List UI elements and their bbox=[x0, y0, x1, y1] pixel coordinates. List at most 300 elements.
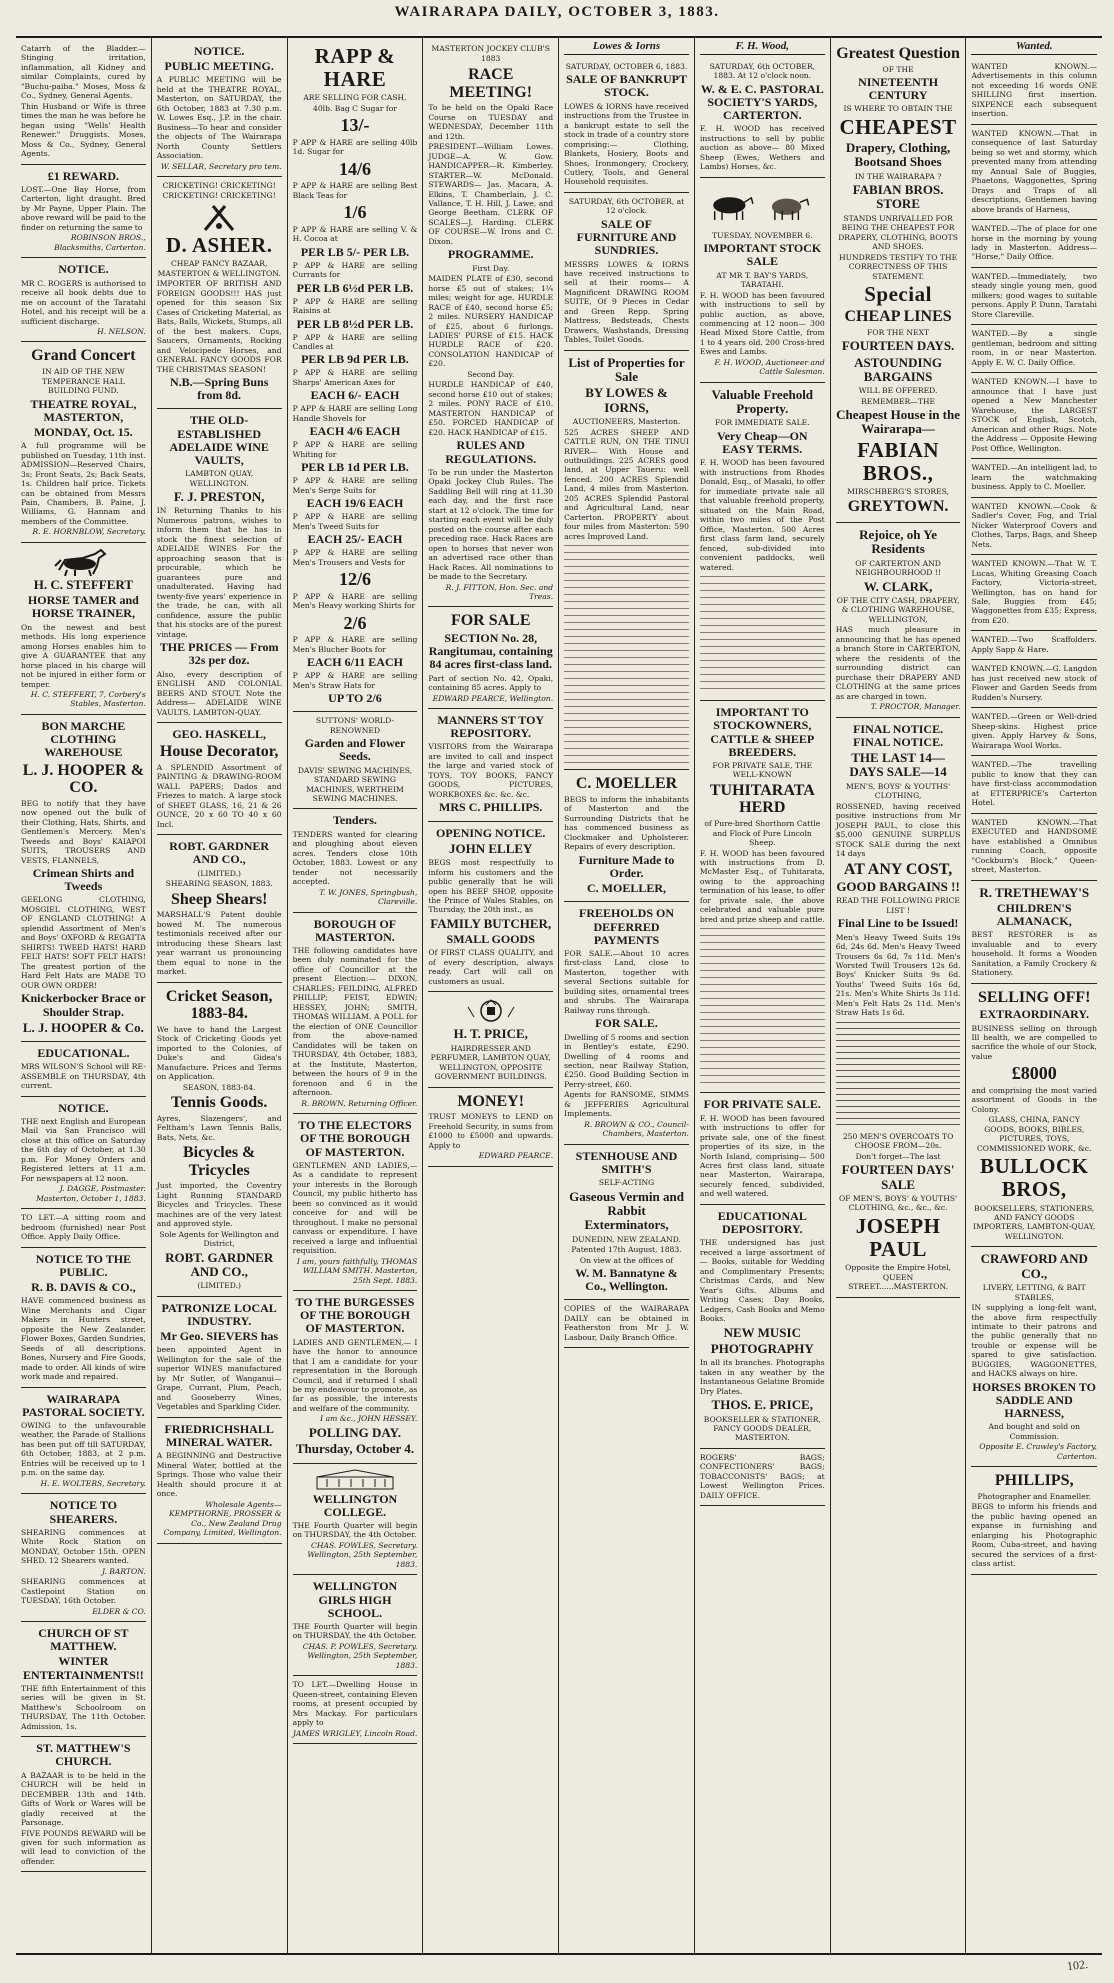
ad-signature: W. SELLAR, Secretary pro tem. bbox=[160, 161, 282, 171]
ad-text: WANTED KNOWN.—Advertisements in this column not exceeding 16 words ONE SHILLING first insertion. SIXPENCE each subsequent insertion. bbox=[971, 61, 1097, 119]
ad-subtitle: LIVERY, LETTING, & BAIT STABLES, bbox=[982, 1283, 1086, 1302]
ad-firm-name: JOHN ELLEY bbox=[449, 840, 533, 856]
ad-text: BEGS to inform his friends and the public having opened an expanse in furnishing and enlarging his Photographic Room, Cuba-street, and having secured the services of a first-class artist. bbox=[971, 1502, 1097, 1569]
ad-subtitle: AUCTIONEERS, Masterton. bbox=[572, 417, 681, 427]
ad-title: MONEY! bbox=[457, 1092, 525, 1110]
ad-text: LOST.—One Bay Horse, from Carterton, light draught. Bred by Mr Payne, Upper Plain. The above reward will be paid to the finder on returning the same to bbox=[21, 185, 146, 232]
ad-subtitle: OF MEN'S, BOYS' & YOUTHS' CLOTHING, &c., &c., &c. bbox=[838, 1193, 958, 1213]
ad-horse-tamer bbox=[21, 543, 146, 715]
ad-title: ST. MATTHEW'S CHURCH. bbox=[36, 1741, 131, 1769]
ad-highlight: Thursday, October 4. bbox=[295, 1441, 415, 1457]
ad-signature: R. BROWN, Returning Officer. bbox=[301, 1098, 418, 1108]
column-6 bbox=[695, 38, 831, 1953]
ad-subtitle: FOR PRIVATE SALE, THE WELL-KNOWN bbox=[712, 760, 813, 780]
ad-text: In all its branches. Photographs taken in any weather by the Instantaneous Gelatine Bromide Dry Plates. bbox=[699, 1358, 825, 1396]
ad-title: EDUCATIONAL DEPOSITORY. bbox=[717, 1208, 807, 1237]
ad-subtitle: DUNEDIN, NEW ZEALAND. bbox=[572, 1234, 681, 1244]
ad-text: Of FIRST CLASS QUALITY, and of every description, always ready. Cart will call on customers as usual. bbox=[428, 948, 554, 986]
ad-highlight: Very Cheap—ON EASY TERMS. bbox=[717, 428, 808, 457]
newspaper-page bbox=[16, 36, 1102, 1955]
ad-text: HAS much pleasure in announcing that he has opened a branch Store in CARTERTON, where the residents of the surrounding district can purchase their DRAPERY AND CLOTHING at the same prices as are charged in town. bbox=[835, 625, 961, 701]
ad-sheep-sale bbox=[700, 58, 825, 178]
page-number: 102. bbox=[1066, 1956, 1089, 1974]
ad-bankrupt-stock bbox=[564, 58, 689, 193]
ad-subtitle: BOOKSELLERS, STATIONERS, AND FANCY GOODS IMPORTERS, LAMBTON-QUAY, WELLINGTON. bbox=[973, 1203, 1096, 1241]
college-crest-icon bbox=[315, 1469, 395, 1491]
ad-highlight: CHEAP LINES bbox=[844, 308, 952, 326]
ad-subtitle: Drapery, Clothing, Bootsand Shoes bbox=[845, 140, 951, 170]
dense-text-block bbox=[836, 1020, 961, 1130]
ad-highlight: THE PRICES — From 32s per doz. bbox=[159, 640, 279, 668]
ad-subtitle: 1883 bbox=[481, 54, 501, 64]
ad-highlight: SMALL GOODS bbox=[446, 932, 535, 947]
ad-title: TO THE ELECTORS OF THE BOROUGH OF MASTERTON. bbox=[298, 1118, 412, 1159]
column-header: Wanted. bbox=[971, 40, 1097, 55]
price-item: P APP & HARE are selling Men's Blucher Boots for bbox=[292, 635, 418, 654]
ad-subtitle: First Day. bbox=[472, 263, 510, 273]
ad-text: WANTED.—An intelligent lad, to learn the watchmaking business. Apply to C. Moeller. bbox=[971, 463, 1097, 492]
ad-title: Tennis Goods. bbox=[171, 1094, 268, 1112]
ad-local-industry bbox=[157, 1297, 282, 1418]
ad-public-meeting bbox=[157, 40, 282, 177]
ad-text: IMPORTER OF BRITISH AND FOREIGN GOODS!!! HAS just opened for this season Six Cases of Cricketing Material, as Bats, Balls, Wickets, Stumps, all of the best makers. Cups, Saucers, Ornaments, Rocking and Velocipede Horses, and GENERAL FANCY GOODS FOR THE CHRISTMAS SEASON! bbox=[156, 279, 282, 374]
ad-title: THE OLD-ESTABLISHED ADELAIDE WINE VAULTS, bbox=[169, 413, 269, 468]
ad-title: MANNERS ST TOY REPOSITORY. bbox=[437, 713, 545, 741]
ad-subtitle: SELF-ACTING bbox=[598, 1178, 655, 1188]
ad-signature: R. E. HORNBLOW, Secretary. bbox=[32, 527, 146, 537]
ad-title: EDUCATIONAL. bbox=[37, 1046, 130, 1060]
ad-text: Men's Heavy Tweed Suits 19s 6d, 24s 6d. Men's Heavy Tweed Trousers 6s 6d, 7s 11d. Men's Worsted Twill Trousers 12s 6d. Boys' Knicker Suits 9s 6d. Youths' Tweed Suits 16s 6d, 21s. Men's White Shirts 3s 11d. Men's Felt Hats 2s 11d. Men's Straw Hats 1s 6d. bbox=[835, 932, 961, 1018]
price-value: PER LB 5/- PER LB. bbox=[300, 244, 410, 259]
ad-highlight: Cheapest House in the Wairarapa— bbox=[836, 407, 961, 437]
dense-text-block bbox=[564, 543, 689, 763]
ad-text: MR C. ROGERS is authorised to receive all book debts due to me on account of the Taratahi Hotel, and his receipt will be a sufficient discharge. bbox=[21, 278, 146, 326]
ad-title: W. & E. C. PASTORAL SOCIETY'S YARDS, CARTERTON. bbox=[700, 81, 824, 123]
price-value: PER LB 9d PER LB. bbox=[301, 352, 409, 367]
ad-wanted bbox=[971, 708, 1097, 756]
price-value: 14/6 bbox=[338, 158, 371, 179]
ad-subtitle: ARE SELLING FOR CASH, bbox=[303, 93, 407, 103]
price-value: 1/6 bbox=[343, 202, 367, 223]
ad-text: GLASS, CHINA, FANCY GOODS, BOOKS, BIBLES, PICTURES, TOYS, COMMISSIONED WORK, &c. bbox=[977, 1115, 1092, 1153]
ad-signature: R. J. FITTON, Hon. Sec. and Treas. bbox=[445, 582, 554, 601]
ad-exterminators bbox=[564, 1145, 689, 1301]
ad-stock-sale bbox=[700, 178, 825, 383]
ad-haskell bbox=[157, 723, 282, 835]
ad-text: LOWES & IORNS have received instructions from the Trustee in a bankrupt estate to sell the stock in trade of a country store comprising:— Clothing, Blankets, Hosiery, Boots and Shoes, Ironmongery, Crockery, Cutlery, Tools, and General Household requisites. bbox=[564, 101, 689, 187]
ad-firm-name: CRAWFORD AND CO., bbox=[980, 1251, 1088, 1281]
ad-title: NOTICE TO THE PUBLIC. bbox=[35, 1251, 132, 1279]
ad-property-list bbox=[564, 351, 689, 770]
ad-signature: J. DAGGE, Postmaster. Masterton, October 1, 1883. bbox=[36, 1184, 146, 1203]
price-item: P APP & HARE are selling V. & H. Cocoa at bbox=[292, 224, 418, 244]
ad-subtitle: AT MR T. BAY'S YARDS, TARATAHI. bbox=[716, 270, 809, 290]
ad-copies bbox=[564, 1300, 689, 1348]
ad-title: FRIEDRICHSHALL MINERAL WATER. bbox=[164, 1421, 274, 1449]
price-value: EACH 4/6 EACH bbox=[309, 424, 401, 439]
ad-cricket-season bbox=[157, 983, 282, 1297]
ad-text: WANTED KNOWN.—G. Langdon has just received new stock of Flower and Garden Seeds from Rudden's Nursery. bbox=[971, 664, 1097, 702]
ad-subtitle: WILL BE OFFERED. bbox=[858, 386, 938, 396]
ad-money bbox=[428, 1088, 553, 1167]
ad-sheep-shears bbox=[157, 835, 282, 982]
price-item: P APP & HARE are selling Men's Tweed Suits for bbox=[292, 512, 418, 531]
ad-signature: EDWARD PEARCE, Wellington. bbox=[432, 693, 554, 703]
price-item: P APP & HARE are selling Men's Serge Suits for bbox=[292, 476, 418, 495]
ad-highlight: ASTOUNDING BARGAINS bbox=[854, 354, 943, 384]
ad-wanted bbox=[971, 631, 1097, 660]
ad-text: THE next English and European Mail via San Francisco will close at this office on Saturday the 6th day of October, at 1.30 p.m. For Money Orders and Registered letters at 11 a.m. For newspapers at 12 noon. bbox=[21, 1116, 146, 1183]
ad-subtitle: EXTRAORDINARY. bbox=[979, 1007, 1089, 1022]
ad-concert bbox=[21, 342, 146, 542]
ad-highlight: AT ANY COST, bbox=[843, 860, 953, 878]
ad-subtitle: And bought and sold on Commission. bbox=[988, 1422, 1080, 1441]
ad-butcher bbox=[428, 822, 553, 993]
ad-selling-off bbox=[971, 984, 1097, 1248]
price-item: P APP & HARE are selling Raisins at bbox=[292, 296, 418, 316]
ad-title: Grand Concert bbox=[31, 347, 136, 365]
ad-educational bbox=[21, 1042, 146, 1097]
ad-signature: R. BROWN & CO., Council-Chambers, Masterton. bbox=[584, 1119, 689, 1139]
ad-text: WANTED KNOWN.—I have to announce that I have just opened a New Manchester Warehouse, the LARGEST STOCK of English, Scotch, American and other Rugs. Note the Address — Opposite Hewing Post Office, Wellington. bbox=[971, 377, 1097, 453]
ad-text: SHEARING commences at White Rock Station on MONDAY, October 15th. OPEN SHED. 12 Shearers wanted. bbox=[21, 1527, 146, 1566]
ad-pastoral-society bbox=[21, 1388, 146, 1495]
ad-text: WANTED.—Green or Well-dried Sheep-skins. Highest price given. Apply Harvey & Sons, Wairarapa Wool Works. bbox=[971, 712, 1097, 750]
column-4 bbox=[423, 38, 559, 1953]
ad-freehold-property bbox=[700, 383, 825, 701]
ad-signature: Opposite E. Crawley's Factory, Carterton. bbox=[979, 1442, 1097, 1461]
ad-subtitle: Don't forget—The last bbox=[855, 1151, 941, 1161]
ad-subtitle: OF THE bbox=[882, 64, 914, 74]
ad-text: THE Fourth Quarter will begin on THURSDAY, the 4th October. bbox=[292, 1621, 418, 1641]
ad-firm-name: BULLOCK BROS, bbox=[979, 1154, 1089, 1202]
ad-text: HURDLE HANDICAP of £40, second horse £10 out of stakes; 2 miles. PONY RACE of £10. MASTERTON HANDICAP of £50. FORCED HANDICAP of £20. HACK HANDICAP of £15. bbox=[428, 380, 554, 437]
ad-highlight: PHOTOGRAPHY bbox=[710, 1340, 814, 1356]
ad-text: Thin Husband or Wife is three times the man he was before he began using "Wells' Health Renewer." Druggists. Moses, Moss & Co., Sydney, General Agents. bbox=[21, 101, 146, 159]
ad-highlight: Knickerbocker Brace or Shoulder Strap. bbox=[21, 991, 146, 1019]
ad-text: DAVIS' SEWING MACHINES, STANDARD SEWING MACHINES, WERTHEIM SEWING MACHINES. bbox=[297, 765, 413, 803]
ad-text: GEELONG CLOTHING, MOSGIEL CLOTHING, WEST OF ENGLAND CLOTHING! A splendid Assortment of Men's and Boys' OXFORD & REGATTA SHIRTS! TWEED HATS! HARD FELT HATS! SOFT FELT HATS! The greatest portion of the Hard Felt Hats are MADE TO OUR OWN ORDER! bbox=[21, 895, 146, 990]
ad-firm-name: H. T. PRICE, bbox=[453, 1026, 528, 1042]
ad-seeds bbox=[293, 712, 418, 809]
ad-to-let bbox=[21, 1209, 146, 1247]
ad-date: TUESDAY, NOVEMBER 6. bbox=[712, 230, 813, 240]
price-value: 13/- bbox=[340, 115, 370, 136]
ad-tenders bbox=[293, 809, 418, 912]
ad-moeller bbox=[564, 770, 689, 902]
ad-private-sale bbox=[700, 1093, 825, 1205]
ad-title: OPENING NOTICE. bbox=[436, 825, 546, 840]
ad-tuhitarata-herd bbox=[700, 701, 825, 1093]
price-item: P APP & HARE are selling Candles at bbox=[292, 332, 418, 351]
ad-highlight: Furniture Made to Order. bbox=[578, 852, 675, 881]
ad-text: BOOKSELLER & STATIONER, FANCY GOODS DEALER, MASTERTON. bbox=[703, 1414, 821, 1443]
ad-text: COPIES of the WAIRARAPA DAILY can be obtained in Featherston from Mr J. W. Lasbour, Daily Branch Office. bbox=[564, 1304, 689, 1342]
ad-signature: MRS C. PHILLIPS. bbox=[439, 800, 543, 815]
dense-text-block bbox=[700, 574, 825, 694]
ad-text: MAIDEN PLATE of £30, second horse £5 out of stakes; 1¼ miles; weight for age. HURDLE RACE of £40, second horse £5; 2 miles. NURSERY HANDICAP of £25, about 6 furlongs. LADIES' PURSE of £15. HACK HURDLE RACE of £20. CONSOLATION HANDICAP of £20. bbox=[428, 274, 554, 369]
ad-wellington-college bbox=[293, 1464, 418, 1576]
ad-firm-name: F. J. PRESTON, bbox=[173, 489, 265, 505]
ad-buchu bbox=[21, 40, 146, 165]
ad-subtitle: (LIMITED.) bbox=[197, 1281, 241, 1291]
ad-tretheway bbox=[971, 881, 1097, 984]
ad-wanted bbox=[971, 814, 1097, 881]
ad-text: WANTED.—The of place for one horse in the morning by young lady in Masterton. Address— "Horse," Daily Office. bbox=[971, 224, 1097, 262]
ad-mail-notice bbox=[21, 1097, 146, 1210]
ad-title: Tenders. bbox=[333, 813, 377, 828]
horse-illustration-icon bbox=[53, 548, 113, 576]
ad-title: NOTICE TO SHEARERS. bbox=[49, 1498, 118, 1526]
price-value: EACH 6/- EACH bbox=[310, 388, 400, 403]
ad-to-let-house bbox=[293, 1676, 418, 1744]
ad-wanted bbox=[971, 373, 1097, 459]
ad-text: A BAZAAR is to be held in the CHURCH will be held in DECEMBER 13th and 14th. Gifts of Work or Wares will be gladly received at the Parsonage. bbox=[21, 1770, 146, 1828]
ad-text: WANTED.—Immediately, two steady single young men, good milkers; good wages to suitable persons. Apply P. Dunn, Taratahi Store Clareville. bbox=[971, 271, 1097, 319]
ad-text: 250 MEN'S OVERCOATS TO CHOOSE FROM—20s. bbox=[842, 1131, 954, 1151]
ad-text: THE fifth Entertainment of this series will be given in St. Matthew's Schoolroom on THURSDAY, The 11th October. Admission, 1s. bbox=[21, 1683, 146, 1731]
ad-signature: W. M. Bannatyne & Co., Wellington. bbox=[575, 1266, 678, 1294]
column-header: Lowes & Iorns bbox=[564, 40, 689, 55]
ad-wanted bbox=[971, 498, 1097, 555]
ad-title: NOTICE. bbox=[58, 262, 109, 277]
ad-for-sale-land bbox=[428, 607, 553, 709]
ad-title: NOTICE. bbox=[58, 1100, 109, 1115]
ad-text: WANTED.—Two Scaffolders. Apply Sapp & Hare. bbox=[971, 635, 1097, 654]
ad-title: Sheep Shears! bbox=[170, 890, 268, 908]
ad-text: WANTED KNOWN.—That W. T. Lucas, Whiting Greasing Coach Factory, Victoria-street, Wellington, has on hand for Sale, Buggies from £45; Waggonettes from £35; Express, from £20. bbox=[971, 559, 1097, 625]
ad-title: TO THE BURGESSES OF THE BOROUGH OF MASTERTON. bbox=[295, 1295, 415, 1336]
ad-text: Part of section No. 42, Opaki, containing 85 acres. Apply to bbox=[428, 673, 554, 693]
ad-date: Patented 17th August, 1883. bbox=[571, 1245, 682, 1255]
ad-hairdresser bbox=[428, 992, 553, 1087]
ad-text: BEGS most respectfully to inform his customers and the public generally that he will open his BEEF SHOP, opposite the Prince of Wales Stables, on Thursday, the 20th inst., as bbox=[428, 858, 554, 915]
ad-text: To be held on the Opaki Race Course on TUESDAY and WEDNESDAY, December 11th and 12th. bbox=[428, 103, 554, 141]
ad-text: BUSINESS selling on through Ill health, we are compelled to sacrifice the whole of our Stock, value bbox=[971, 1023, 1097, 1061]
ad-subtitle: REMEMBER—THE bbox=[861, 396, 936, 406]
ad-highlight: POLLING DAY. bbox=[308, 1424, 402, 1440]
ad-firm-name: FABIAN BROS., bbox=[857, 437, 940, 485]
ad-clark bbox=[836, 523, 961, 718]
ad-signature: F. H. WOOD, Auctioneer and Cattle Salesman. bbox=[714, 357, 825, 377]
ad-text: MARSHALL'S Patent double bowed M. The numerous testimonials received after our introducing these Shears last year warrant us pronouncing them equal to none in the market. bbox=[156, 910, 282, 977]
ad-text: LADIES AND GENTLEMEN,— I have the honor to announce that I am a candidate for your representation in the Borough Council, and if returned I shall be my endeavour to promote, as far as possible, the interests and welfare of the community. bbox=[292, 1337, 418, 1413]
column-1 bbox=[16, 38, 152, 1953]
ad-date: MONDAY, Oct. 15. bbox=[34, 424, 133, 439]
ad-text: 525 ACRES SHEEP AND CATTLE RUN, ON THE TINUI RIVER— With House and outbuildings. 225 ACRES good land, at Upper Taueru: well fenced. 200 ACRES Splendid Land, 4 miles from Masterton. 205 ACRES Splendid Pastoral and Agricultural Land, near Carterton. PROPERTY about four miles from Masterton: 590 acres Improved Land. bbox=[564, 427, 689, 541]
ad-electors-hessey bbox=[293, 1291, 418, 1464]
price-value: PER LB 1d PER LB. bbox=[301, 460, 409, 475]
ad-signature: H. NELSON. bbox=[97, 327, 146, 336]
ad-text: BEGS to inform the inhabitants of Masterton and the Surrounding Districts that he has commenced business as Clockmaker and Upholsterer. Repairs of every description. bbox=[564, 794, 689, 852]
ad-subtitle: IN THE WAIRARAPA ? bbox=[854, 171, 942, 181]
column-7 bbox=[831, 38, 967, 1953]
ad-title: House Decorator, bbox=[159, 743, 279, 761]
ad-subtitle: LAMBTON QUAY, WELLINGTON. bbox=[185, 469, 254, 488]
ad-text: and comprising the most varied assortment of Goods in the Colony. bbox=[971, 1085, 1097, 1114]
ad-highlight: HORSES BROKEN TO SADDLE AND HARNESS, bbox=[972, 1379, 1097, 1421]
ad-text: Just imported, the Coventry Light Running STANDARD Bicycles and Tricycles. These machines are of the very latest and approved style. bbox=[156, 1181, 282, 1229]
ad-subtitle: PUBLIC MEETING. bbox=[164, 59, 274, 74]
ad-furniture-sale bbox=[564, 193, 689, 351]
ad-highlight: FOURTEEN DAYS. bbox=[841, 338, 955, 354]
ad-firm-name: Mr Geo. SIEVERS has bbox=[160, 1329, 279, 1344]
ad-highlight: FOURTEEN DAYS' SALE bbox=[841, 1162, 955, 1192]
ad-firm-name: GEO. HASKELL, bbox=[172, 727, 267, 742]
ad-title: PATRONIZE LOCAL INDUSTRY. bbox=[161, 1300, 277, 1329]
ad-signature: ELDER & CO. bbox=[92, 1606, 146, 1616]
ad-wanted bbox=[971, 220, 1097, 268]
price-item: P APP & HARE are selling Men's Heavy working Shirts for bbox=[292, 591, 418, 611]
ad-highlight: NEW MUSIC bbox=[723, 1324, 801, 1340]
ad-subtitle: WINTER ENTERTAINMENTS!! bbox=[23, 1654, 144, 1682]
ad-title: FOR SALE bbox=[450, 612, 531, 630]
ad-notice bbox=[21, 258, 146, 342]
price-item: P APP & HARE are selling Long Handle Shovels for bbox=[292, 404, 418, 423]
price-value: EACH 19/6 EACH bbox=[306, 496, 404, 511]
ad-wanted bbox=[971, 325, 1097, 373]
ad-text: We have to hand the Largest Stock of Cricketing Goods yet imported to the Colonies, of Duke's and Gidea's Manufacture. Prices and Terms on Application. bbox=[156, 1024, 282, 1082]
ad-subtitle: READ THE FOLLOWING PRICE LIST ! bbox=[836, 896, 960, 915]
ad-wanted bbox=[971, 125, 1097, 220]
ad-signature: I am &c., JOHN HESSEY. bbox=[320, 1414, 418, 1424]
ad-title: IMPORTANT TO STOCKOWNERS, CATTLE & SHEEP BREEDERS. bbox=[710, 705, 815, 759]
ad-text: GENTLEMEN AND LADIES,—As a candidate to represent your interests in the Borough Council, my public hitherto has been so convinced as it would conceive for and will be throughout. I make no personal canvass or expenditure. I have received a large and influential requisition. bbox=[292, 1160, 418, 1256]
column-5 bbox=[559, 38, 695, 1953]
ad-subtitle: SUTTONS' WORLD-RENOWNED bbox=[315, 716, 394, 735]
ad-text: SHEARING commences at Castlepoint Station on TUESDAY, 16th October. bbox=[21, 1577, 146, 1606]
ad-title: H. C. STEFFERT bbox=[33, 576, 133, 592]
ad-text: HAVE commenced business as Wine Merchants and Cigar Makers in Hunters street, opposite the New Zealander. Flower Boxes, Garden Sundries, Seeds of all descriptions. Bones, Nursery and Fire Goods, made to order. All kinds of wire work made and repaired. bbox=[21, 1296, 146, 1382]
ad-text: BEG to notify that they have now opened out the bulk of their Clothing, Hats, Shirts, and Gentlemen's Mercery. Men's Tweeds and Boys' KAIAPOI SUITS, TROUSERS AND VESTS, FLANNELS, bbox=[21, 798, 146, 865]
ad-shearers bbox=[21, 1494, 146, 1622]
ad-title: STENHOUSE AND SMITH'S bbox=[575, 1148, 678, 1177]
ad-toy-repository bbox=[428, 709, 553, 821]
ad-signature: T. PROCTOR, Manager. bbox=[870, 702, 961, 712]
ad-text: TO LET.—Dwelling House in Queen-street, containing Eleven rooms, at present occupied by Mrs Mackay. For particulars apply to bbox=[292, 1680, 418, 1728]
ad-firm-name: D. ASHER. bbox=[165, 233, 273, 258]
ad-title: Bicycles & Tricycles bbox=[182, 1144, 256, 1179]
ad-joseph-paul bbox=[836, 718, 961, 1298]
ad-subtitle: Opposite the Empire Hotel, QUEEN STREET......MASTERTON. bbox=[845, 1263, 951, 1292]
ad-text: FIVE POUNDS REWARD will be given for such information as will lead to conviction of the offender. bbox=[21, 1828, 146, 1866]
ad-text: Agents for RANSOME, SIMMS & JEFFERIES Agricultural Implements. bbox=[564, 1090, 689, 1119]
ad-text: To be run under the Masterton Opaki Jockey Club Rules. The Saddling Bell will ring at 11.30 each day, and the first race start at 12 o'clock. The time for starting each event will be duly posted on the course after each preceding race. Hack Races are open to horses that never won an advertised race other than Hack Races. All nominations to be made to the Secretary. bbox=[428, 467, 554, 582]
ad-firm-name: PHILLIPS, bbox=[994, 1472, 1074, 1490]
ad-text: FOR SALE.—About 10 acres first-class Land, close to Masterton, together with several Sections suitable for building sites, ornamental trees and shrubs. The Wairarapa Railway runs through. bbox=[564, 948, 689, 1015]
ad-subtitle: IS WHERE TO OBTAIN THE bbox=[843, 104, 953, 114]
ad-title: IMPORTANT STOCK SALE bbox=[703, 241, 822, 269]
cricket-bats-illustration-icon bbox=[199, 202, 239, 232]
ad-text: WANTED KNOWN.—That EXECUTED and HANDSOME have established a Omnibus running Coach, opposite "Cockburn's Block," Queen-street, Masterton. bbox=[971, 817, 1097, 875]
ad-text: IN Returning Thanks to his Numerous patrons, wishes to inform them that he has in stock the finest selection of ADELAIDE WINES For the approaching season that is procurable, which he guarantees pure and unadulterated. Having had twenty-five years' experience in the trade, he can, with all confidence, assure the public that his stocks are of the purest vintage. bbox=[156, 506, 282, 639]
ad-firm-name: THOS. E. PRICE, bbox=[711, 1397, 814, 1413]
ad-highlight: Crimean Shirts and Tweeds bbox=[32, 866, 135, 894]
ad-text: TO LET.—A sitting room and bedroom (furnished) near Post Office. Apply Daily Office. bbox=[21, 1213, 146, 1242]
ad-subtitle: CRICKETING! CRICKETING! CRICKETING! CRICKETING! bbox=[162, 181, 276, 200]
ad-subtitle: FOR IMMEDIATE SALE. bbox=[715, 418, 810, 428]
ad-signature: T. W. JONES, Springbush, Clareville. bbox=[319, 887, 418, 907]
ad-highlight: Final Line to be Issued! bbox=[837, 916, 959, 931]
ad-subtitle: SEASON, 1883-84. bbox=[182, 1082, 256, 1092]
ad-text: TRUST MONEYS to LEND on Freehold Security, in sums from £1000 to £5000 and upwards. Apply to bbox=[428, 1112, 554, 1150]
ad-text: A PUBLIC MEETING will be held at the THEATRE ROYAL, Masterton, on SATURDAY, the 6th October, 1883 at 7.30 p.m. W. Lowes Esq., J.P. in the chair. Business—To hear and consider the objects of The Wairarapa North County Settlers Association. bbox=[156, 75, 282, 161]
ad-wanted bbox=[971, 660, 1097, 708]
price-value: EACH 6/11 EACH bbox=[306, 655, 403, 670]
ad-signature: H. C. STEFFERT, 7, Corbery's Stables, Masterton. bbox=[30, 690, 146, 709]
price-value: UP TO 2/6 bbox=[328, 691, 382, 706]
ad-signature: CHAS. P. POWLES, Secretary. Wellington, 25th September, 1883. bbox=[302, 1641, 418, 1670]
price-value: PER LB 6½d PER LB. bbox=[296, 280, 414, 295]
ad-subtitle: SHEARING SEASON, 1883. bbox=[165, 879, 273, 889]
price-item: P APP & HARE are selling Sharps' American Axes for bbox=[292, 368, 418, 387]
ad-subtitle: NINETEENTH CENTURY bbox=[858, 75, 939, 103]
ad-bon-marche bbox=[21, 715, 146, 1042]
ad-girls-school bbox=[293, 1575, 418, 1676]
ad-title: SELLING OFF! bbox=[977, 988, 1091, 1006]
ad-wanted bbox=[971, 555, 1097, 631]
ad-title: RACE MEETING! bbox=[449, 65, 533, 101]
column-8 bbox=[966, 38, 1102, 1953]
ad-signature: ROBINSON BROS., Blacksmiths, Carterton. bbox=[54, 233, 146, 252]
ad-text: Also, every description of ENGLISH AND COLONIAL BEERS AND STOUT. Note the Address— ADELAIDE WINE VAULTS, LAMBTON-QUAY. bbox=[156, 669, 282, 717]
ad-signature: L. J. HOOPER & Co. bbox=[22, 1019, 144, 1035]
ad-text: OWING to the unfavourable weather, the Parade of Stallions has been put off till SATURDAY, 6th October, 1883, at 2 p.m. Entries will be received up to 1 p.m. on the same day. bbox=[21, 1420, 146, 1478]
price-item: P APP & HARE are selling Men's Straw Hats for bbox=[292, 671, 418, 690]
ad-title: WELLINGTON COLLEGE. bbox=[312, 1491, 398, 1519]
ad-text: IN supplying a long-felt want, the above firm respectfully intimate to their patrons and the public generally that no trouble or expense will be spared to give satisfaction. BUGGIES, WAGGONETTES, and HACKS always on hire. bbox=[971, 1303, 1097, 1379]
ad-text: F. H. WOOD has been favoured with instructions to offer for private sale, one of the finest properties of its size, in the North Island, comprising— 500 Acres first class land, situate near Masterton, Wairarapa, securely fenced, subdivided, and well watered. bbox=[699, 1113, 825, 1199]
ad-asher bbox=[157, 177, 282, 409]
ad-church bbox=[21, 1622, 146, 1737]
ad-highlight: TUHITARATA HERD bbox=[709, 781, 815, 817]
ad-text: ROSSENED, having received positive instructions from Mr JOSEPH PAUL, to close this $5,000 GENUINE SURPLUS STOCK SALE during the next 14 days bbox=[835, 801, 961, 859]
ad-adelaide-wine bbox=[157, 409, 282, 723]
ad-text: WANTED.—By a single gentleman, bedroom and sitting room, in or near Masterton. Apply E. W. C. Daily Office. bbox=[971, 329, 1097, 367]
ad-wanted bbox=[971, 58, 1097, 125]
ad-text: A full programme will be published on Tuesday, 11th inst. ADMISSION—Reserved Chairs, 3s; Front Seats, 2s; Back Seats, 1s. Children half price. Tickets can be obtained from Messrs Pain, Chambers, B. Paine, J. Williams, G. Hannam and members of the Committee. bbox=[21, 441, 146, 526]
royal-crest-icon bbox=[466, 997, 516, 1025]
ad-title: SALE OF BANKRUPT STOCK. bbox=[566, 72, 687, 100]
ad-signature: CHAS. FOWLES, Secretary. Wellington, 25th September, 1883. bbox=[307, 1540, 418, 1569]
ad-title: NOTICE. bbox=[194, 44, 245, 58]
ad-fabian-bros bbox=[836, 40, 961, 523]
ad-highlight: GOOD BARGAINS !! bbox=[836, 879, 960, 895]
ad-title: BOROUGH OF MASTERTON. bbox=[313, 916, 397, 944]
ad-title: List of Properties for Sale bbox=[568, 354, 685, 385]
ad-text: F. H. WOOD has been favoured with instructions to sell by public auction, as above, commencing at 12 noon— 300 Head Mixed Store Cattle, from 1 to 4 years old. 200 Cross-bred Ewes and Lambs. bbox=[699, 290, 825, 357]
price-item: P APP & HARE are selling Currants for bbox=[292, 260, 418, 280]
ad-subtitle: (LIMITED.) bbox=[197, 868, 241, 878]
price-item: P APP & HARE are selling Men's Trousers and Vests for bbox=[292, 548, 418, 567]
price-value: 12/6 bbox=[338, 569, 371, 590]
price-item: 40lb. Bag C Sugar for bbox=[312, 103, 397, 113]
ad-signature: H. E. WOLTERS, Secretary. bbox=[40, 1478, 146, 1488]
ad-subtitle: of Pure-bred Shorthorn Cattle and Flock of Pure Lincoln Sheep. bbox=[704, 819, 821, 848]
ad-firm-name: R. B. DAVIS & CO., bbox=[31, 1280, 136, 1295]
ad-title: FREEHOLDS ON DEFERRED PAYMENTS bbox=[579, 906, 675, 947]
ad-subtitle: MEN'S, BOYS' & YOUTHS' CLOTHING, bbox=[845, 781, 951, 801]
ad-text: STANDS UNRIVALLED FOR BEING THE CHEAPEST FOR DRAPERY, CLOTHING, BOOTS AND SHOES. bbox=[838, 213, 958, 252]
ad-firm-name: L. J. HOOPER & CO. bbox=[22, 761, 145, 797]
ad-text: ROGERS' BAGS; CONFECTIONERS' BAGS; TOBACCONISTS' BAGS; at Lowest Wellington Prices. DAILY OFFICE. bbox=[699, 1452, 825, 1500]
ad-bags bbox=[700, 1449, 825, 1506]
ad-text: A BEGINNING and Destructive Mineral Water, bottled at the Springs. Those who value their Health should procure it at once. bbox=[156, 1451, 282, 1499]
ad-venue: THEATRE ROYAL, MASTERTON, bbox=[30, 396, 137, 424]
ad-text: HAIRDRESSER AND PERFUMER, LAMBTON QUAY, WELLINGTON, OPPOSITE GOVERNMENT BUILDINGS. bbox=[430, 1043, 551, 1082]
ad-highlight: Special bbox=[864, 282, 932, 307]
dense-text-block bbox=[700, 926, 825, 1086]
